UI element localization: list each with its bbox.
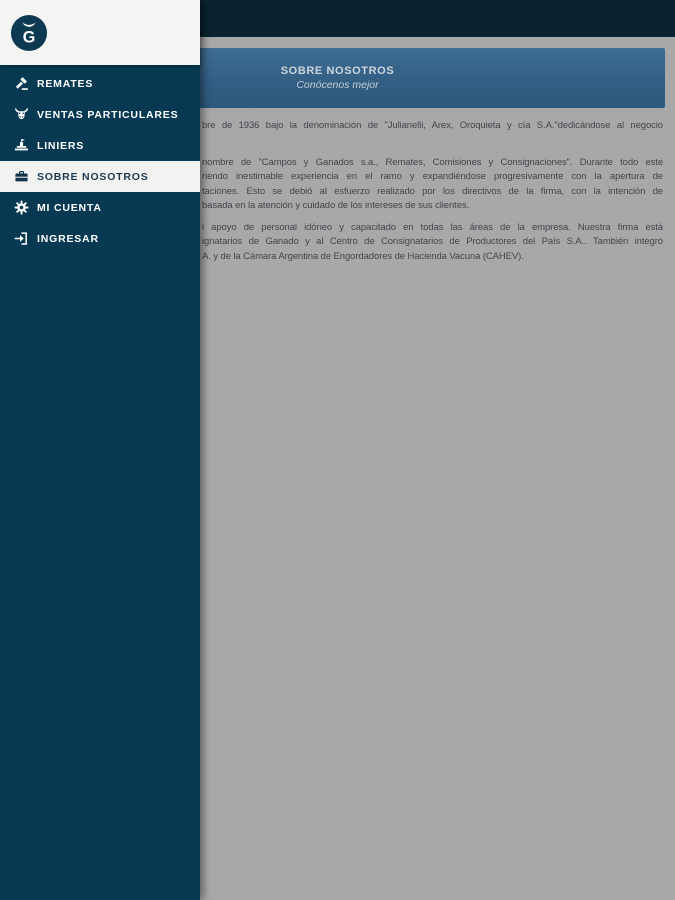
stockyard-icon [13,138,29,154]
about-paragraph-1 [202,119,663,133]
about-paragraph-3 [202,221,663,265]
sidebar-item-label: LINIERS [37,139,85,152]
drawer-menu [0,68,200,254]
about-paragraph-2 [202,156,663,214]
nav-drawer [0,0,200,900]
sidebar-item-remates[interactable] [0,68,200,99]
page-title: SOBRE NOSOTROS [280,64,395,77]
sidebar-item-liniers[interactable] [0,130,200,161]
svg-text:G: G [22,28,36,47]
gear-icon [13,200,29,216]
text-line: l apoyo de personal idóneo y capacitado en todas las áreas de la empresa. Nuestra firma está [202,222,663,233]
company-logo-icon [10,14,48,52]
text-line: riendo inestimable experiencia en el ramo y expandiéndose progresivamente con la apertura de [202,171,663,183]
sidebar-item-mi-cuenta[interactable] [0,192,200,223]
sidebar-item-ventas-particulares[interactable] [0,99,200,130]
gavel-icon [13,76,29,92]
sidebar-item-label: INGRESAR [37,232,99,245]
sidebar-item-label: REMATES [37,77,94,90]
text-line: ignatarios de Ganado y al Centro de Consignatarios de Productores del País S.A.. También integró [202,236,663,248]
text-line: bre de 1936 bajo la denominación de "Julianelli, Arex, Oroquieta y cía S.A."dedicándose al negocio [202,120,663,131]
text-line: basada en la atención y cuidado de los intereses de sus clientes. [202,200,470,212]
text-line: A. y de la Cámara Argentina de Engordadores de Hacienda Vacuna (CAHEV). [202,250,524,262]
drawer-header [0,0,200,65]
cow-icon [13,107,29,123]
text-line: nombre de "Campos y Ganados s.a., Remates, Comisiones y Consignaciones". Durante todo este [202,157,663,168]
sidebar-item-ingresar[interactable] [0,223,200,254]
login-icon [13,231,29,247]
sidebar-item-sobre-nosotros[interactable] [0,161,200,192]
sidebar-item-label: VENTAS PARTICULARES [37,108,179,121]
sidebar-item-label: SOBRE NOSOTROS [37,170,149,183]
text-line: taciones. Esto se debió al esfuerzo realizado por los directivos de la firma, con la intención de [202,185,663,197]
page-subtitle: Conócenos mejor [296,78,379,91]
sidebar-item-label: MI CUENTA [37,201,102,214]
briefcase-icon [13,169,29,185]
